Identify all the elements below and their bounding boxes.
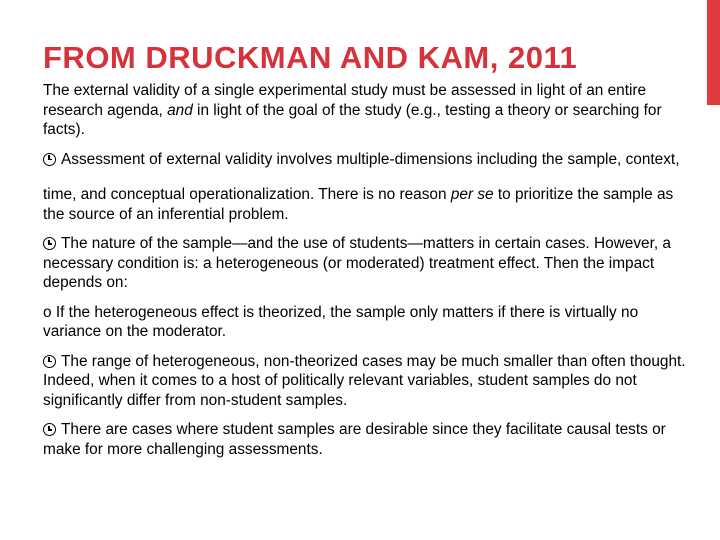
paragraph-intro-text-2: in light of the goal of the study (e.g., testing a theory or searching for facts). — [43, 101, 662, 138]
clock-icon — [43, 153, 56, 166]
bullet-item-dimensions — [43, 150, 693, 170]
accent-bar — [707, 0, 720, 105]
paragraph-intro-text-1: The external validity of a single experimental study must be assessed in light of an entire research agenda, — [43, 82, 647, 119]
slide-title: FROM DRUCKMAN AND KAM, 2011 — [43, 40, 578, 75]
bullet-text-desirable-cases: There are cases where student samples are desirable since they facilitate causal tests or make for more challenging assessments. — [43, 421, 666, 458]
clock-icon — [43, 423, 56, 436]
bullet-text-heterogeneous-range: The range of heterogeneous, non-theorized cases may be much smaller than often thought. Indeed, when it comes to a host of politically relevant variables, student samples do not significantly differ from non-student samples. — [43, 352, 686, 409]
clock-icon — [43, 237, 56, 250]
bullet-item-heterogeneous-range — [43, 352, 693, 411]
bullet-text-dimensions: Assessment of external validity involves multiple-dimensions including the sample, context, — [61, 150, 680, 168]
bullet-item-desirable-cases — [43, 420, 693, 459]
sub-item-text: o If the heterogeneous effect is theorized, the sample only matters if there is virtually no variance on the moderator. — [43, 303, 639, 340]
bullet-item-sample-nature — [43, 234, 693, 293]
paragraph-intro — [43, 81, 693, 140]
slide-body — [43, 81, 693, 469]
bullet-text-sample-nature: The nature of the sample—and the use of students—matters in certain cases. However, a necessary condition is: a heterogeneous (or moderated) treatment effect. Then the impact depends on: — [43, 235, 671, 291]
paragraph-continuation-emphasis: per se — [450, 186, 494, 203]
paragraph-continuation-text-1: time, and conceptual operationalization. There is no reason — [43, 186, 451, 203]
paragraph-continuation — [43, 185, 693, 224]
sub-item-theorized-effect — [43, 303, 693, 342]
clock-icon — [43, 355, 56, 368]
paragraph-intro-emphasis: and — [167, 101, 193, 119]
paragraph-continuation-text-2: to prioritize the sample as the source of an inferential problem. — [43, 186, 674, 223]
